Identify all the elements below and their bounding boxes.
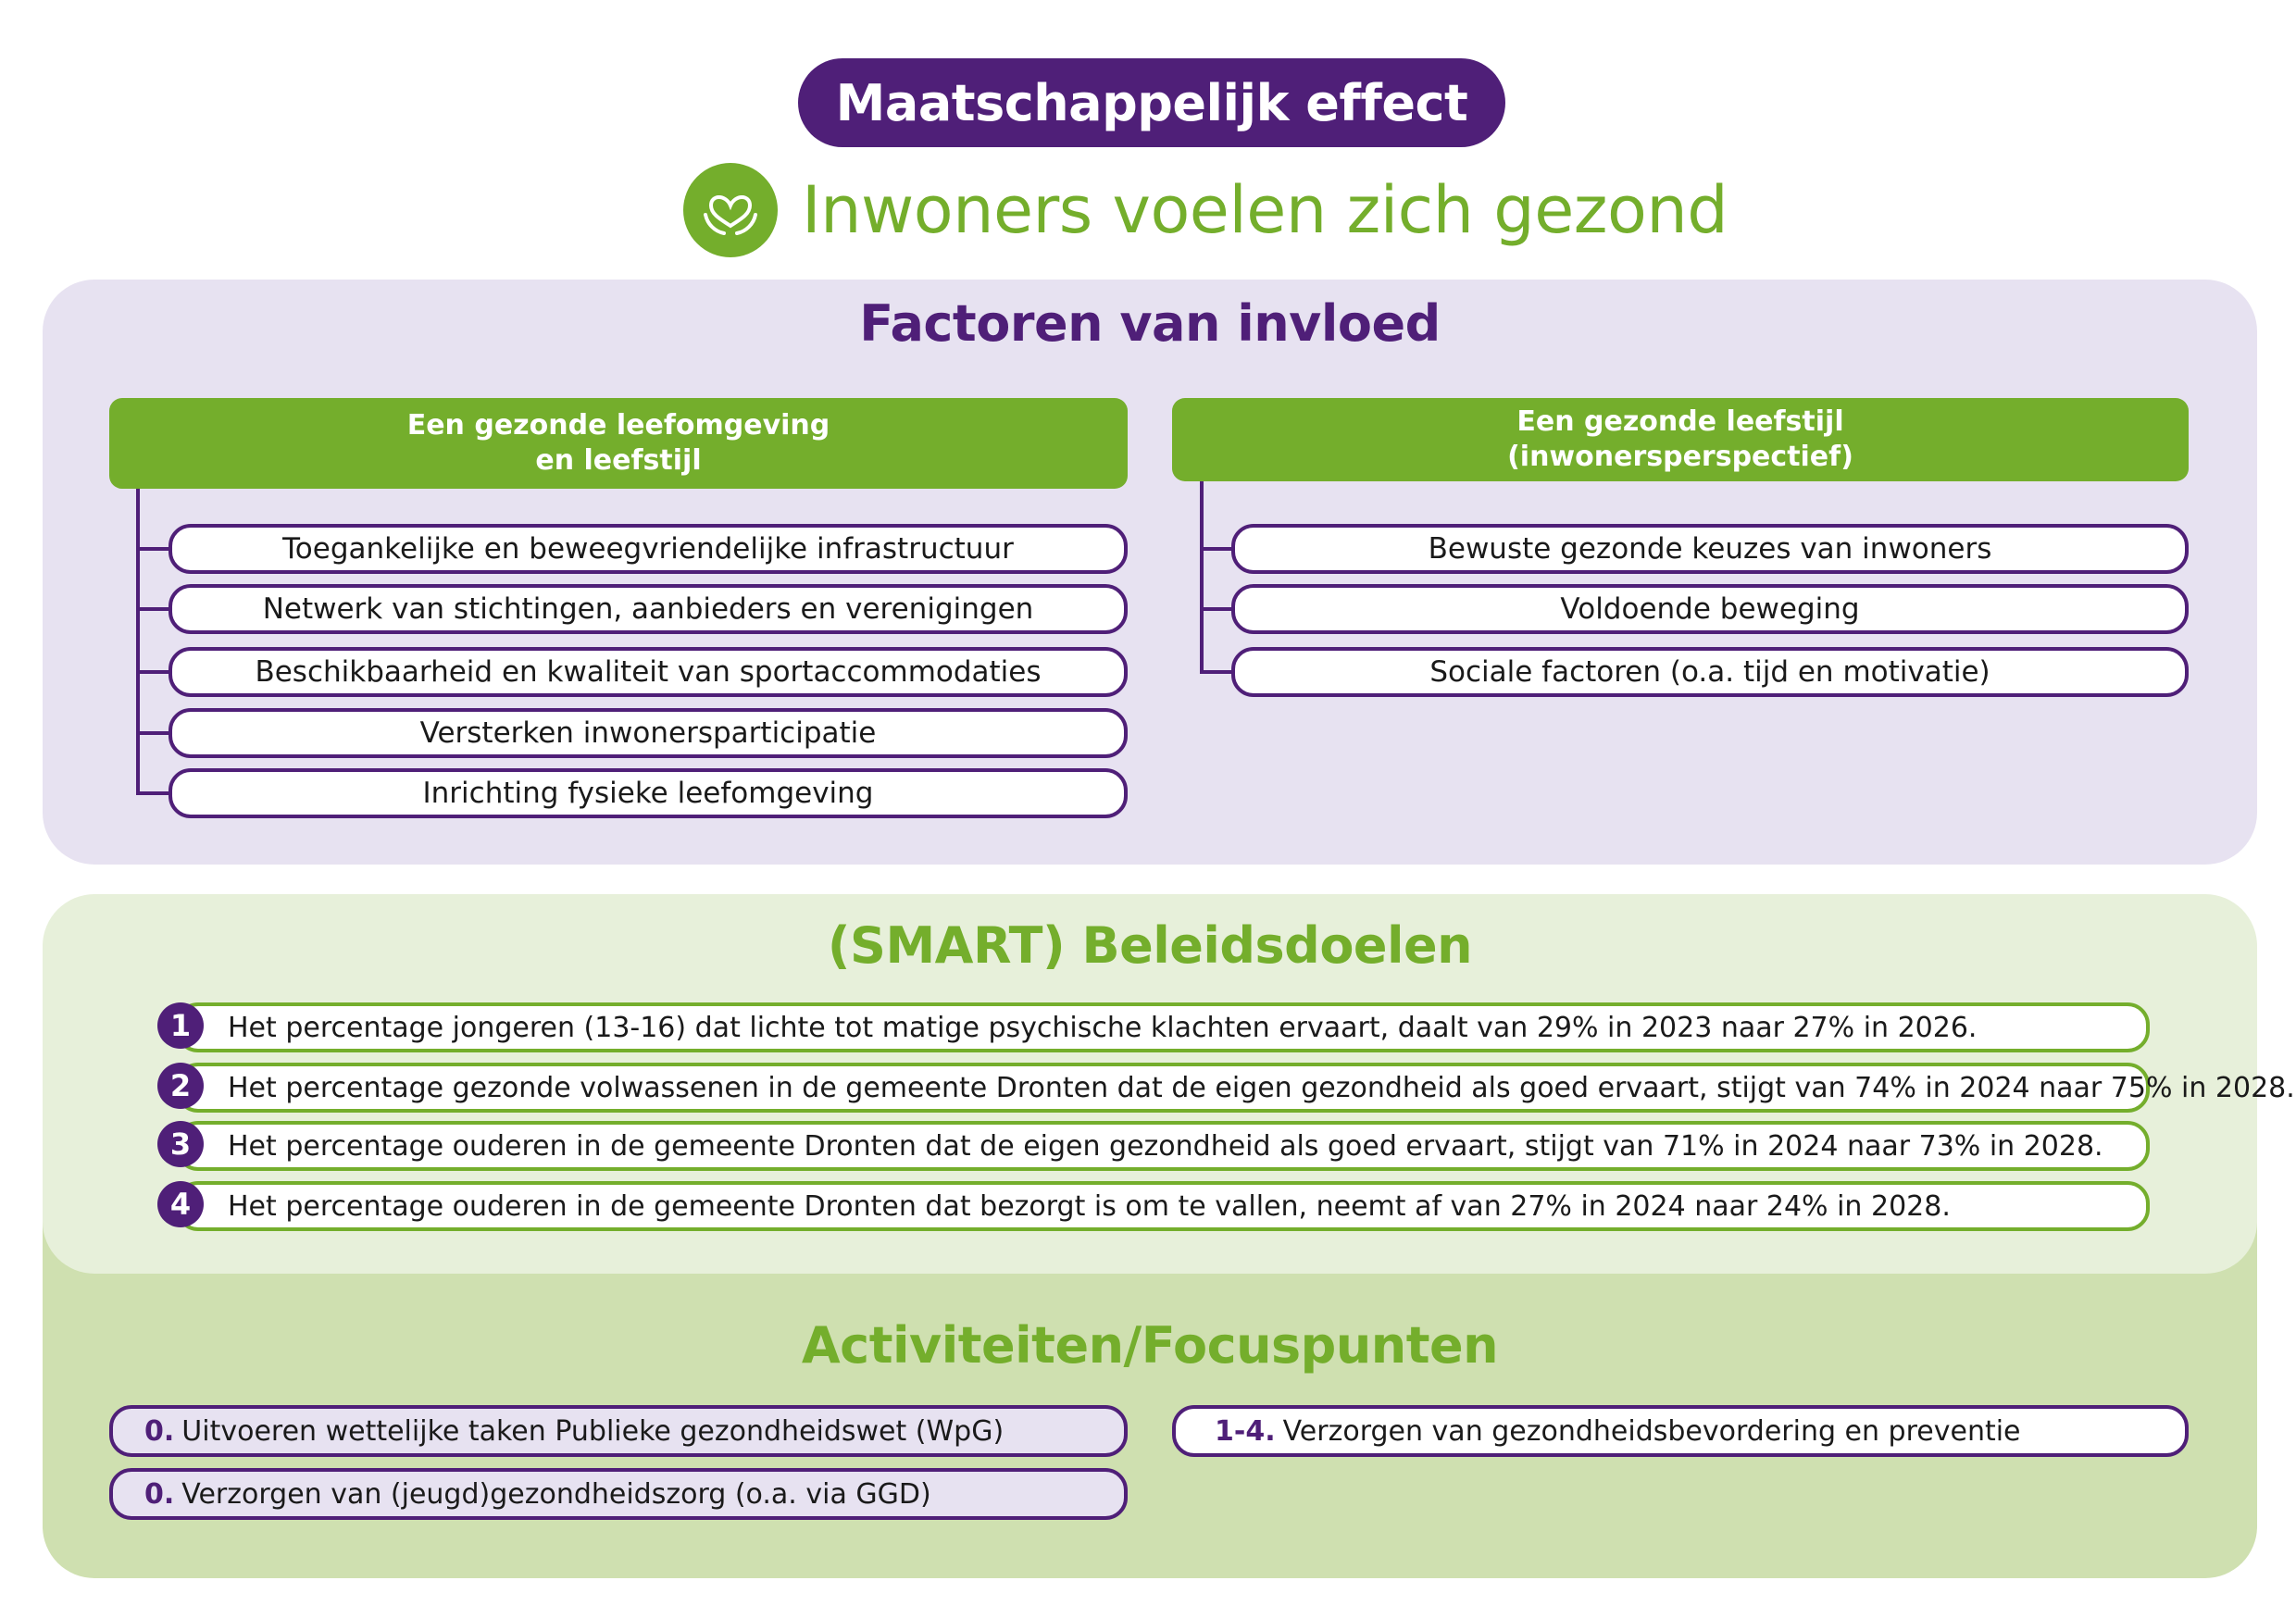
smart-title: (SMART) Beleidsdoelen bbox=[827, 916, 1473, 975]
goal-number: 2 bbox=[157, 1063, 204, 1109]
factor-item: Sociale factoren (o.a. tijd en motivatie) bbox=[1231, 647, 2189, 697]
activity-code: 0. bbox=[144, 1477, 175, 1511]
activity-text: Verzorgen van gezondheidsbevordering en preventie bbox=[1282, 1414, 2021, 1448]
factors-right-header-line2: (inwonersperspectief) bbox=[1507, 441, 1853, 473]
activity-code: 0. bbox=[144, 1414, 175, 1448]
tree-branch bbox=[1200, 670, 1233, 674]
goal-number: 3 bbox=[157, 1121, 204, 1167]
activity-item bbox=[109, 1468, 1128, 1520]
factors-left-header-line2: en leefstijl bbox=[535, 444, 702, 477]
tree-branch bbox=[136, 731, 169, 735]
factor-item: Voldoende beweging bbox=[1231, 584, 2189, 634]
activity-text: Uitvoeren wettelijke taken Publieke gezondheidswet (WpG) bbox=[181, 1414, 1004, 1448]
activity-item bbox=[1172, 1405, 2189, 1457]
factor-item: Bewuste gezonde keuzes van inwoners bbox=[1231, 524, 2189, 574]
heart-hands-icon bbox=[683, 163, 778, 257]
tree-branch bbox=[136, 791, 169, 795]
subtitle-row bbox=[683, 159, 1728, 261]
factors-left-header-line1: Een gezonde leefomgeving bbox=[406, 409, 830, 442]
tree-branch bbox=[136, 670, 169, 674]
goal-number: 4 bbox=[157, 1181, 204, 1227]
tree-branch bbox=[1200, 547, 1233, 551]
activity-item bbox=[109, 1405, 1128, 1457]
tree-line-right bbox=[1200, 481, 1204, 672]
tree-line-left bbox=[136, 489, 140, 795]
page-title: Maatschappelijk effect bbox=[835, 73, 1468, 132]
goal-number: 1 bbox=[157, 1002, 204, 1049]
activity-code: 1-4. bbox=[1215, 1414, 1276, 1448]
activity-text: Verzorgen van (jeugd)gezondheidszorg (o.a. via GGD) bbox=[181, 1477, 931, 1511]
factor-item: Netwerk van stichtingen, aanbieders en verenigingen bbox=[168, 584, 1128, 634]
goal-item: Het percentage ouderen in de gemeente Dronten dat de eigen gezondheid als goed ervaart, stijgt van 71% in 2024 naar 73% in 2028. bbox=[176, 1121, 2150, 1171]
factor-item: Beschikbaarheid en kwaliteit van sportaccommodaties bbox=[168, 647, 1128, 697]
factors-right-header bbox=[1172, 398, 2189, 481]
factor-item: Versterken inwonersparticipatie bbox=[168, 708, 1128, 758]
factors-right-header-line1: Een gezonde leefstijl bbox=[1516, 405, 1844, 438]
tree-branch bbox=[136, 547, 169, 551]
goal-item: Het percentage gezonde volwassenen in de gemeente Dronten dat de eigen gezondheid als goed ervaart, stijgt van 74% in 2024 naar 75% in 2028. bbox=[176, 1063, 2150, 1113]
tree-branch bbox=[1200, 607, 1233, 611]
factors-left-header bbox=[109, 398, 1128, 489]
title-pill bbox=[798, 58, 1505, 147]
activities-title: Activiteiten/Focuspunten bbox=[801, 1316, 1499, 1375]
goal-item: Het percentage ouderen in de gemeente Dronten dat bezorgt is om te vallen, neemt af van 27% in 2024 naar 24% in 2028. bbox=[176, 1181, 2150, 1231]
factor-item: Toegankelijke en beweegvriendelijke infrastructuur bbox=[168, 524, 1128, 574]
factor-item: Inrichting fysieke leefomgeving bbox=[168, 768, 1128, 818]
factors-title: Factoren van invloed bbox=[859, 294, 1441, 353]
tree-branch bbox=[136, 607, 169, 611]
subtitle: Inwoners voelen zich gezond bbox=[802, 172, 1728, 248]
goal-item: Het percentage jongeren (13-16) dat lichte tot matige psychische klachten ervaart, daalt van 29% in 2023 naar 27% in 2026. bbox=[176, 1002, 2150, 1052]
